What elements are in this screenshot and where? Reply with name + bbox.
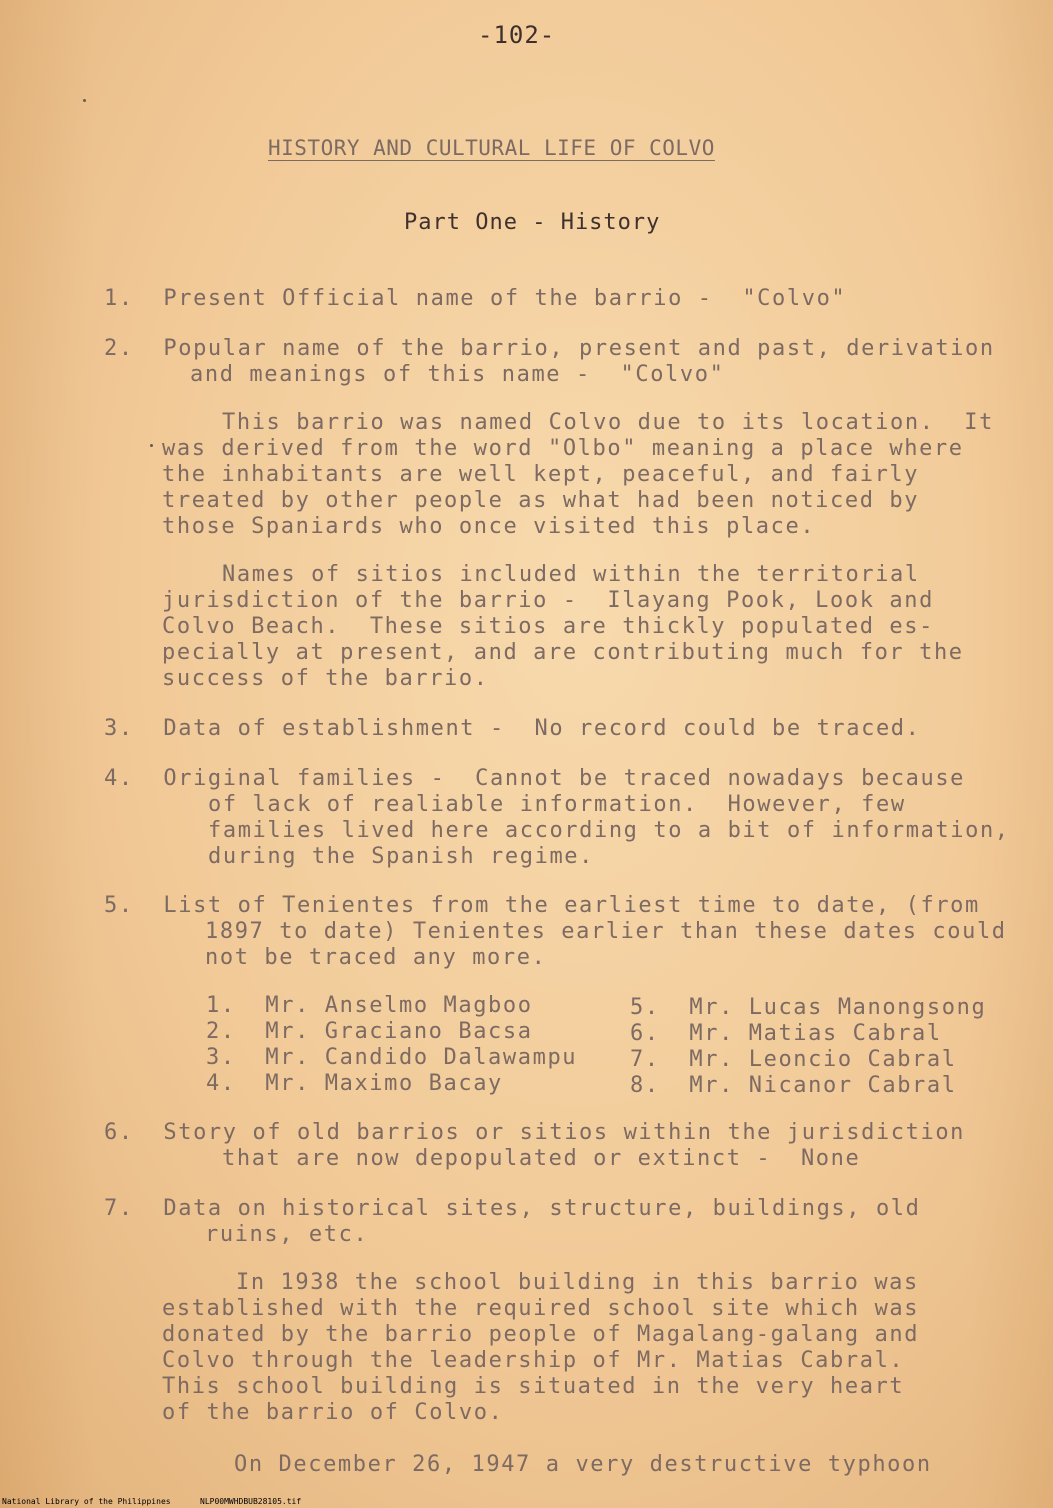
- footer-filename: NLP00MWHDBUB28105.tif: [200, 1497, 302, 1506]
- list-item: 7. Mr. Leoncio Cabral: [630, 1047, 957, 1072]
- item-1: 1. Present Official name of the barrio - "Colvo": [104, 286, 847, 311]
- document-title: HISTORY AND CULTURAL LIFE OF COLVO: [268, 136, 715, 160]
- footer-source: National Library of the Philippines: [2, 1497, 171, 1506]
- list-item: 8. Mr. Nicanor Cabral: [630, 1073, 957, 1098]
- section-heading: Part One - History: [404, 210, 661, 235]
- list-item: 2. Mr. Graciano Bacsa: [206, 1019, 533, 1044]
- item-2-line-2: and meanings of this name - "Colvo": [190, 362, 725, 387]
- list-item: 5. Mr. Lucas Manongsong: [630, 995, 987, 1020]
- list-item: 6. Mr. Matias Cabral: [630, 1021, 942, 1046]
- paragraph-typhoon: On December 26, 1947 a very destructive typhoon: [234, 1452, 932, 1477]
- list-item: 1. Mr. Anselmo Magboo: [206, 993, 533, 1018]
- speck: [83, 99, 86, 102]
- list-item: 4. Mr. Maximo Bacay: [206, 1071, 503, 1096]
- item-2-line-1: 2. Popular name of the barrio, present and past, derivation: [104, 336, 995, 361]
- item-3: 3. Data of establishment - No record could be traced.: [104, 716, 921, 741]
- speck: [150, 444, 153, 447]
- page-number: -102-: [478, 21, 556, 49]
- list-item: 3. Mr. Candido Dalawampu: [206, 1045, 578, 1070]
